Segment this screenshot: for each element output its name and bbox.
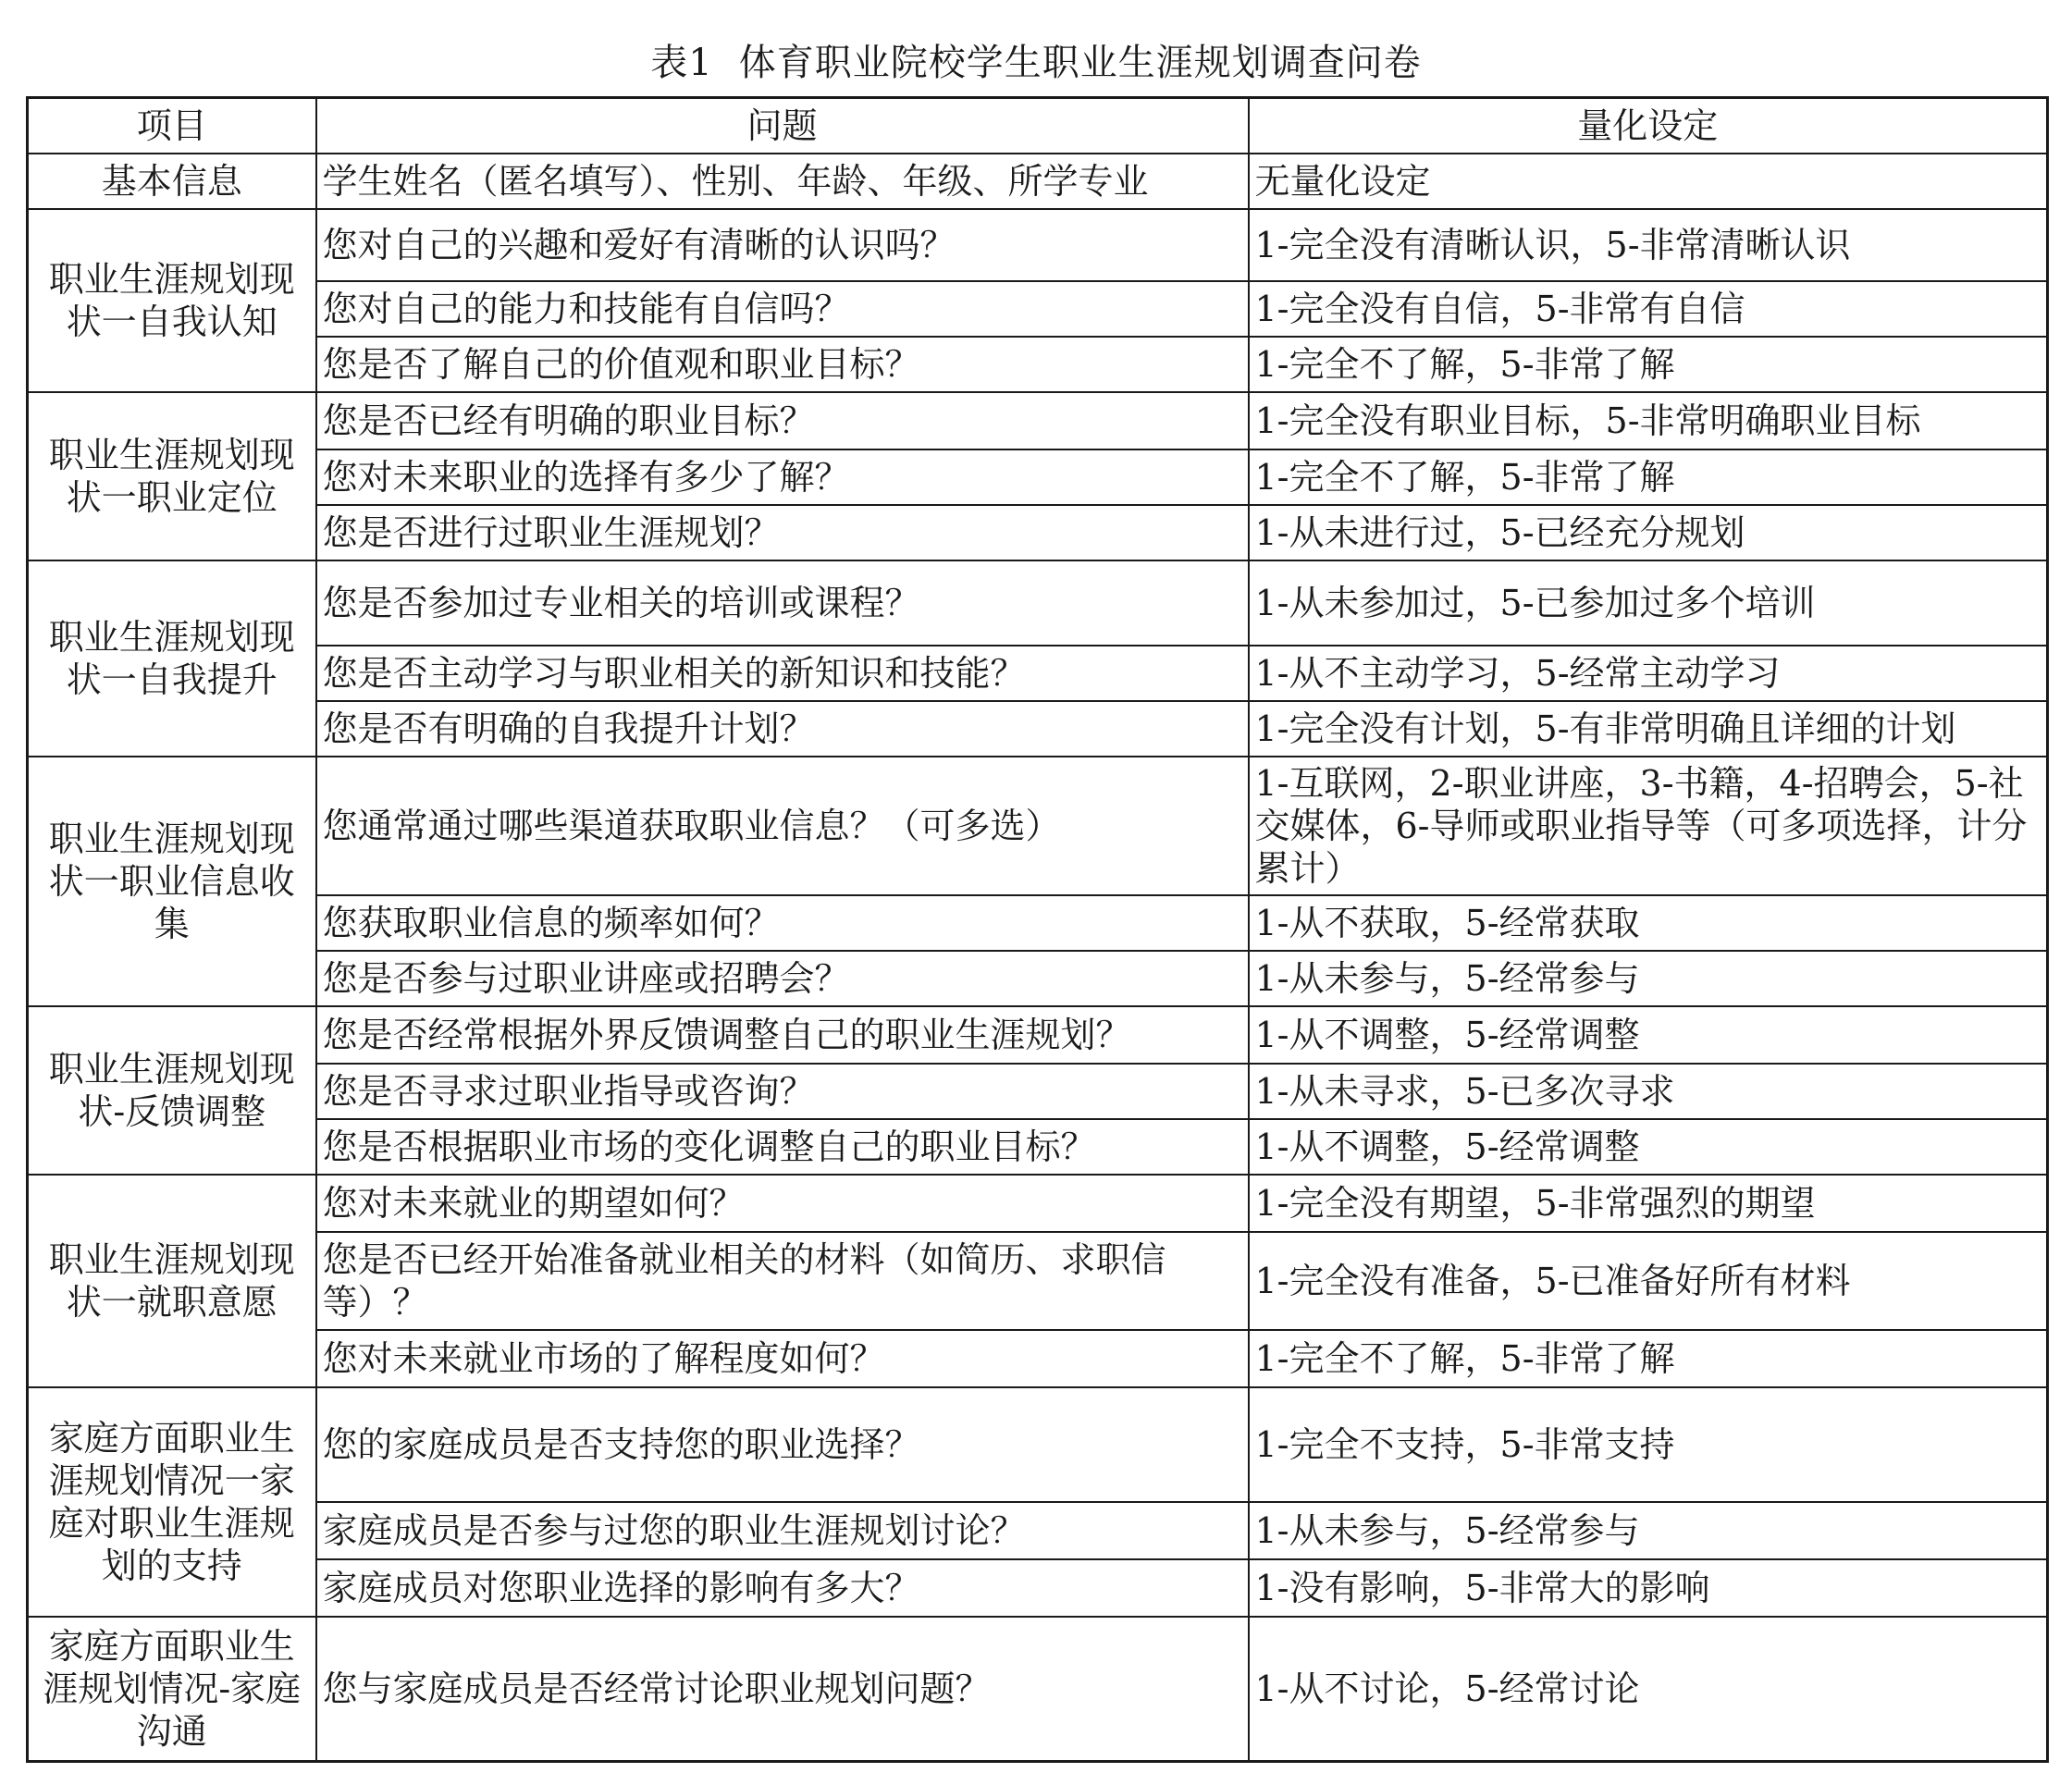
table-row bbox=[28, 1006, 2048, 1064]
header-item: 项目 bbox=[28, 98, 316, 154]
question-cell: 您对未来职业的选择有多少了解？ bbox=[316, 449, 1249, 505]
scale-cell: 1-完全没有期望，5-非常强烈的期望 bbox=[1249, 1175, 2048, 1232]
scale-cell: 1-完全没有职业目标，5-非常明确职业目标 bbox=[1249, 392, 2048, 449]
scale-cell: 1-从未参与，5-经常参与 bbox=[1249, 1502, 2048, 1559]
table-row bbox=[28, 154, 2048, 209]
category-cell: 职业生涯规划现状-反馈调整 bbox=[28, 1006, 316, 1175]
scale-cell: 1-从不讨论，5-经常讨论 bbox=[1249, 1617, 2048, 1761]
table-row bbox=[28, 1175, 2048, 1232]
question-cell: 家庭成员是否参与过您的职业生涯规划讨论？ bbox=[316, 1502, 1249, 1559]
table-row bbox=[28, 1064, 2048, 1119]
question-cell: 您对自己的能力和技能有自信吗？ bbox=[316, 281, 1249, 337]
question-cell: 家庭成员对您职业选择的影响有多大？ bbox=[316, 1559, 1249, 1617]
table-row bbox=[28, 951, 2048, 1006]
question-cell: 您是否已经有明确的职业目标？ bbox=[316, 392, 1249, 449]
scale-cell: 1-从不获取，5-经常获取 bbox=[1249, 895, 2048, 951]
table-row bbox=[28, 757, 2048, 895]
question-cell: 您是否进行过职业生涯规划？ bbox=[316, 505, 1249, 560]
scale-cell: 1-从不主动学习，5-经常主动学习 bbox=[1249, 646, 2048, 701]
table-row bbox=[28, 337, 2048, 392]
question-cell: 您是否根据职业市场的变化调整自己的职业目标？ bbox=[316, 1119, 1249, 1175]
table-row bbox=[28, 505, 2048, 560]
scale-cell: 1-完全不了解，5-非常了解 bbox=[1249, 337, 2048, 392]
question-cell: 您获取职业信息的频率如何？ bbox=[316, 895, 1249, 951]
table-number: 表1 bbox=[650, 42, 713, 84]
survey-table bbox=[26, 96, 2049, 1763]
question-cell: 您对未来就业市场的了解程度如何？ bbox=[316, 1330, 1249, 1387]
category-cell: 职业生涯规划现状一自我认知 bbox=[28, 209, 316, 392]
question-cell: 您是否参与过职业讲座或招聘会？ bbox=[316, 951, 1249, 1006]
question-cell: 您是否已经开始准备就业相关的材料（如简历、求职信等）？ bbox=[316, 1232, 1249, 1330]
scale-cell: 1-完全不了解，5-非常了解 bbox=[1249, 449, 2048, 505]
question-cell: 您是否有明确的自我提升计划？ bbox=[316, 701, 1249, 757]
table-row bbox=[28, 449, 2048, 505]
scale-cell: 1-互联网，2-职业讲座，3-书籍，4-招聘会，5-社交媒体，6-导师或职业指导等（可多项选择，计分累计） bbox=[1249, 757, 2048, 895]
table-row bbox=[28, 1387, 2048, 1502]
table-row bbox=[28, 1119, 2048, 1175]
question-cell: 您是否寻求过职业指导或咨询？ bbox=[316, 1064, 1249, 1119]
question-cell: 您是否经常根据外界反馈调整自己的职业生涯规划？ bbox=[316, 1006, 1249, 1064]
table-row bbox=[28, 1617, 2048, 1761]
scale-cell: 1-从未参与，5-经常参与 bbox=[1249, 951, 2048, 1006]
scale-cell: 无量化设定 bbox=[1249, 154, 2048, 209]
question-cell: 您的家庭成员是否支持您的职业选择？ bbox=[316, 1387, 1249, 1502]
category-cell: 职业生涯规划现状一职业信息收集 bbox=[28, 757, 316, 1006]
scale-cell: 1-没有影响，5-非常大的影响 bbox=[1249, 1559, 2048, 1617]
question-cell: 您是否参加过专业相关的培训或课程？ bbox=[316, 560, 1249, 646]
table-row bbox=[28, 1559, 2048, 1617]
question-cell: 学生姓名（匿名填写）、性别、年龄、年级、所学专业 bbox=[316, 154, 1249, 209]
question-cell: 您与家庭成员是否经常讨论职业规划问题？ bbox=[316, 1617, 1249, 1761]
scale-cell: 1-完全没有自信，5-非常有自信 bbox=[1249, 281, 2048, 337]
scale-cell: 1-从不调整，5-经常调整 bbox=[1249, 1119, 2048, 1175]
table-row bbox=[28, 895, 2048, 951]
table-row bbox=[28, 1502, 2048, 1559]
scale-cell: 1-完全没有计划，5-有非常明确且详细的计划 bbox=[1249, 701, 2048, 757]
scale-cell: 1-完全不了解，5-非常了解 bbox=[1249, 1330, 2048, 1387]
category-cell: 职业生涯规划现状一自我提升 bbox=[28, 560, 316, 757]
header-row bbox=[28, 98, 2048, 154]
table-row bbox=[28, 1330, 2048, 1387]
table-row bbox=[28, 646, 2048, 701]
scale-cell: 1-从未寻求，5-已多次寻求 bbox=[1249, 1064, 2048, 1119]
table-row bbox=[28, 209, 2048, 281]
question-cell: 您对自己的兴趣和爱好有清晰的认识吗？ bbox=[316, 209, 1249, 281]
scale-cell: 1-从不调整，5-经常调整 bbox=[1249, 1006, 2048, 1064]
table-row bbox=[28, 560, 2048, 646]
category-cell: 基本信息 bbox=[28, 154, 316, 209]
table-caption bbox=[0, 37, 2072, 89]
question-cell: 您是否了解自己的价值观和职业目标？ bbox=[316, 337, 1249, 392]
category-cell: 职业生涯规划现状一就职意愿 bbox=[28, 1175, 316, 1387]
scale-cell: 1-完全没有准备，5-已准备好所有材料 bbox=[1249, 1232, 2048, 1330]
scale-cell: 1-完全没有清晰认识，5-非常清晰认识 bbox=[1249, 209, 2048, 281]
table-row bbox=[28, 281, 2048, 337]
scale-cell: 1-从未参加过，5-已参加过多个培训 bbox=[1249, 560, 2048, 646]
question-cell: 您是否主动学习与职业相关的新知识和技能？ bbox=[316, 646, 1249, 701]
question-cell: 您通常通过哪些渠道获取职业信息？（可多选） bbox=[316, 757, 1249, 895]
question-cell: 您对未来就业的期望如何？ bbox=[316, 1175, 1249, 1232]
table-title: 体育职业院校学生职业生涯规划调查问卷 bbox=[738, 42, 1422, 84]
header-scale: 量化设定 bbox=[1249, 98, 2048, 154]
table-row bbox=[28, 392, 2048, 449]
category-cell: 职业生涯规划现状一职业定位 bbox=[28, 392, 316, 560]
table-row bbox=[28, 1232, 2048, 1330]
category-cell: 家庭方面职业生涯规划情况一家庭对职业生涯规划的支持 bbox=[28, 1387, 316, 1617]
scale-cell: 1-完全不支持，5-非常支持 bbox=[1249, 1387, 2048, 1502]
header-question: 问题 bbox=[316, 98, 1249, 154]
table-row bbox=[28, 701, 2048, 757]
scale-cell: 1-从未进行过，5-已经充分规划 bbox=[1249, 505, 2048, 560]
category-cell: 家庭方面职业生涯规划情况-家庭沟通 bbox=[28, 1617, 316, 1761]
